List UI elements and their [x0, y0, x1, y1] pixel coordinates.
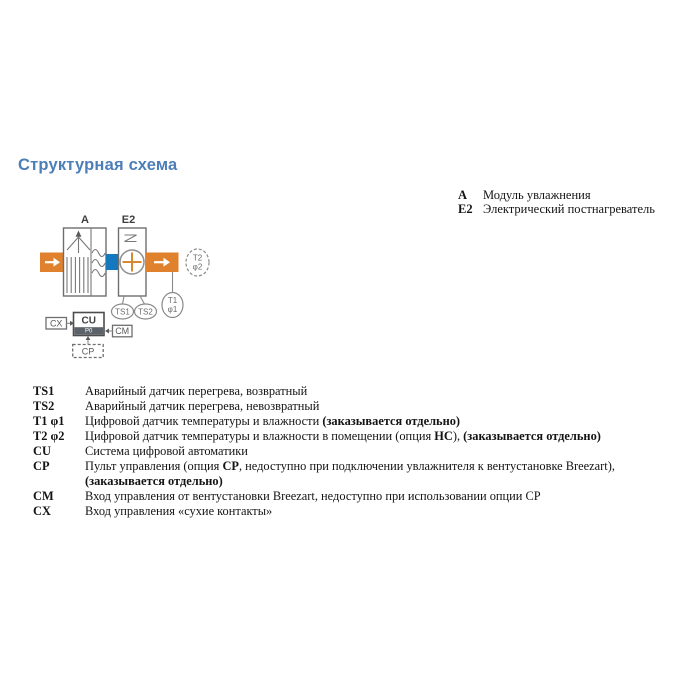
legend-row	[33, 489, 678, 504]
airflow-in-bar	[40, 253, 64, 273]
module-legend-row	[458, 188, 655, 202]
legend-term: CM	[33, 489, 54, 503]
abbreviation-legend	[33, 384, 678, 519]
legend-term: CU	[33, 444, 51, 458]
legend-desc: Вход управления «сухие контакты»	[85, 504, 273, 518]
panel-cp-box	[73, 336, 104, 358]
svg-text:TS2: TS2	[138, 307, 153, 317]
svg-text:CX: CX	[49, 318, 63, 329]
legend-term: T1 φ1	[33, 414, 65, 428]
svg-text:φ2: φ2	[192, 262, 203, 272]
controller-cu-box	[74, 313, 105, 336]
module-a-label: A	[81, 214, 89, 226]
airflow-out-bar	[146, 253, 179, 273]
heater-module-box	[119, 228, 147, 296]
legend-row	[33, 414, 678, 429]
input-cx-box	[46, 318, 74, 330]
legend-term: TS1	[33, 384, 55, 398]
structural-diagram	[40, 205, 220, 365]
module-legend-row	[458, 202, 655, 216]
legend-desc: Пульт управления (опция СР, недоступно при подключении увлажнителя к вентустановке Breezart), (заказывается отдельно)	[85, 459, 615, 488]
legend-term: TS2	[33, 399, 55, 413]
legend-row	[33, 429, 678, 444]
cu-label: CU	[81, 315, 96, 327]
legend-desc: Цифровой датчик температуры и влажности в помещении (опция НС), (заказывается отдельно)	[85, 429, 601, 443]
svg-text:T1: T1	[167, 296, 178, 305]
svg-text:TS1: TS1	[115, 307, 130, 317]
legend-row	[33, 444, 678, 459]
legend-row	[33, 384, 678, 399]
sensor-ts2	[135, 304, 157, 319]
module-legend-desc: Модуль увлажнения	[483, 188, 591, 202]
module-legend-desc: Электрический постнагреватель	[483, 202, 655, 216]
page-title: Структурная схема	[18, 156, 178, 174]
humidifier-module-box	[64, 228, 107, 296]
connector-line	[140, 296, 145, 304]
module-legend-term: A	[458, 188, 468, 202]
legend-desc: Вход управления от вентустановки Breezart, недоступно при использовании опции СР	[85, 489, 541, 503]
cu-port-label: P0	[85, 328, 93, 335]
svg-text:φ1: φ1	[167, 305, 178, 314]
legend-desc: Цифровой датчик температуры и влажности (заказывается отдельно)	[85, 414, 461, 428]
svg-text:CM: CM	[115, 326, 130, 337]
module-e2-label: E2	[121, 214, 136, 226]
connector-line	[123, 296, 125, 304]
legend-row	[33, 504, 678, 519]
legend-term: CP	[33, 459, 50, 473]
sensor-ts1	[112, 304, 134, 319]
legend-term: CX	[33, 504, 51, 518]
legend-desc: Аварийный датчик перегрева, возвратный	[85, 384, 308, 398]
module-legend-term: E2	[458, 202, 473, 216]
heater-element-icon	[120, 250, 144, 274]
sensor-t1	[162, 272, 183, 318]
module-legend	[458, 188, 655, 216]
svg-text:T2: T2	[192, 253, 203, 263]
legend-desc: Система цифровой автоматики	[85, 444, 248, 458]
legend-row	[33, 459, 678, 489]
legend-desc: Аварийный датчик перегрева, невозвратный	[85, 399, 320, 413]
legend-row	[33, 399, 678, 414]
input-cm-box	[105, 325, 132, 337]
sensor-t2	[186, 249, 209, 276]
legend-term: T2 φ2	[33, 429, 65, 443]
svg-text:CP: CP	[81, 346, 95, 357]
